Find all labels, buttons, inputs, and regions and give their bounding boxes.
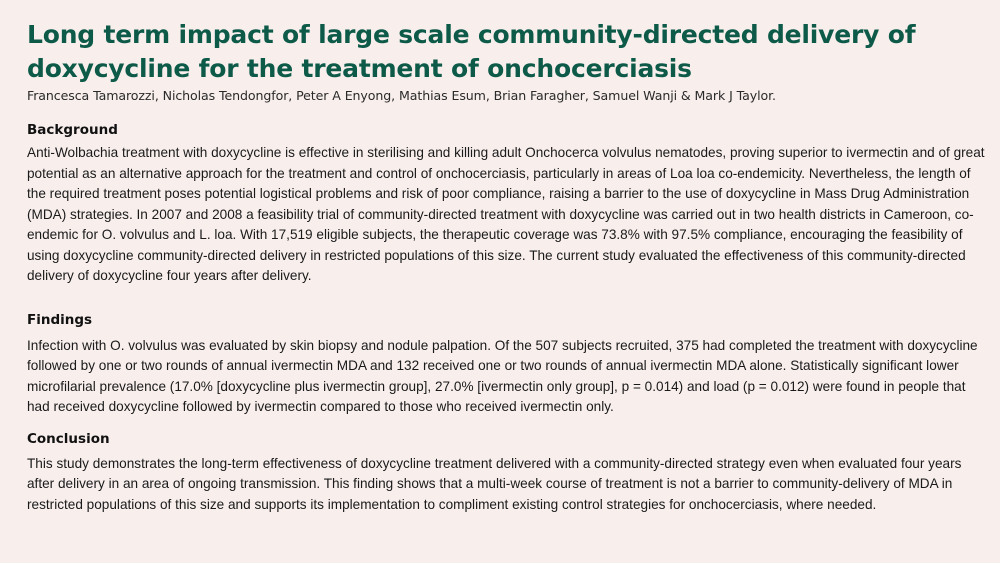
section-body-conclusion: This study demonstrates the long-term effectiveness of doxycycline treatment delivered with a community-directed strategy even when evaluated four years after delivery in an area of ongoing transmission. This finding shows that a multi-week course of treatment is not a barrier to community-delivery of MDA in restricted populations of this size and supports its implementation to compliment existing control strategies for onchocerciasis, where needed.: [27, 455, 962, 512]
section-body-background: Anti-Wolbachia treatment with doxycycline is effective in sterilising and killing adult Onchocerca volvulus nematodes, proving superior to ivermectin and of great potential as an alternative approach for the treatment and control of onchocerciasis, particularly in areas of Loa loa co-endemicity. Nevertheless, the length of the required treatment poses potential logistical problems and risk of poor compliance, raising a barrier to the use of doxycycline in Mass Drug Administration (MDA) strategies. In 2007 and 2008 a feasibility trial of community-directed treatment with doxycycline was carried out in two health districts in Cameroon, co-endemic for O. volvulus and L. loa. With 17,519 eligible subjects, the therapeutic coverage was 73.8% with 97.5% compliance, encouraging the feasibility of using doxycycline community-directed delivery in restricted populations of this size. The current study evaluated the effectiveness of this community-directed delivery of doxycycline four years after delivery.: [27, 145, 985, 283]
section-body-findings: Infection with O. volvulus was evaluated by skin biopsy and nodule palpation. Of the 507 subjects recruited, 375 had completed the treatment with doxycycline followed by one or two rounds of annual ivermectin MDA and 132 received one or two rounds of annual ivermectin MDA alone. Statistically significant lower microfilarial prevalence (17.0% [doxycycline plus ivermectin group], 27.0% [ivermectin only group], p = 0.014) and load (p = 0.012) were found in people that had received doxycycline followed by ivermectin compared to those who received ivermectin only.: [27, 337, 978, 414]
section-heading-background: Background: [27, 122, 118, 138]
section-heading-findings: Findings: [27, 311, 93, 328]
section-heading-conclusion: Conclusion: [27, 430, 110, 447]
paper-abstract: [27, 18, 985, 515]
author-list: Francesca Tamarozzi, Nicholas Tendongfor, Peter A Enyong, Mathias Esum, Brian Faragher, Samuel Wanji & Mark J Taylor.: [27, 88, 776, 103]
section-conclusion: [27, 430, 985, 516]
section-background: [27, 121, 985, 287]
section-findings: [27, 311, 985, 418]
paper-title: Long term impact of large scale community-directed delivery of doxycycline for the treatment of onchocerciasis: [27, 20, 916, 83]
